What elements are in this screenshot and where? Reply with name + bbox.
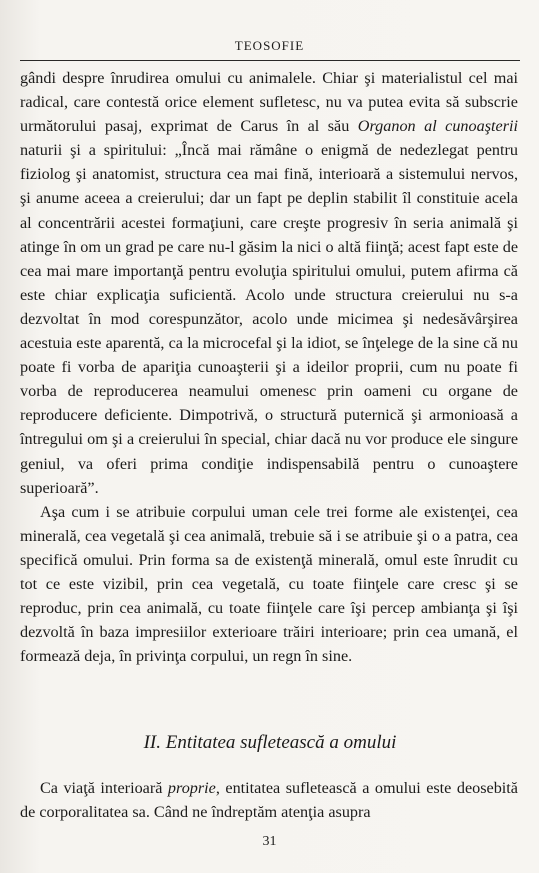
section-part-c: , entitatea sufletească a omului este deosebită de corporalitatea sa. Când ne îndreptăm atenţia asupra [20,779,518,822]
paragraph-1 [20,66,518,500]
page-number: 31 [262,834,277,849]
header-rule [20,60,520,61]
section-paragraph [20,776,518,824]
paragraph-2: Aşa cum i se atribuie corpului uman cele trei forme ale existenţei, cea minerală, cea vegetală şi cea animală, trebuie să i se atribuie şi o a patra, cea specifică omului. Prin forma sa de existenţă minerală, omul este înrudit cu tot ce este vizibil, prin cea vegetală, cu toate fiinţele care cresc şi se reproduc, prin cea animală, cu toate fiinţele care îşi percep ambianţa şi îşi dezvoltă în baza impresiilor exterioare trăiri interioare; prin cea umană, el formează deja, în privinţa corpului, un regn în sine. [20,502,518,666]
section-part-a: Ca viaţă interioară [40,779,168,797]
body-text [20,66,518,668]
paragraph-1-part-c: naturii şi a spiritului: „Încă mai rămâne o enigmă de nedezlegat pentru fiziolog şi anatomist, structura cea mai fină, interioară a sistemului nervos, şi anume aceea a creierului; dar un fapt pe deplin stabilit îl constituie acela al concentrării acestei formaţiuni, care creşte progresiv în seria animală şi atinge în om un grad pe care nu-l găsim la nici o altă fiinţă; acest fapt este de cea mai mare importanţă pentru evoluţia spiritului omului, putem afirma că este chiar explicaţia suficientă. Acolo unde structura creierului nu s-a dezvoltat în mod corespunzător, acolo unde micimea şi nedesăvârşirea acestuia este aparentă, ca la microcefal şi la idiot, se înţelege de la sine că nu poate fi vorba de apariţia cunoaşterii şi a ideilor proprii, cum nu poate fi vorba de reproducerea neamului omenesc prin oameni cu organe de reproducere deficiente. Dimpotrivă, o structură puternică şi armonioasă a întregului om şi a creierului în special, chiar dacă nu vor produce ele singure geniul, va oferi prima condiţie indispensabilă pentru o cunoaştere superioară”. [20,141,518,497]
emphasis-italic: proprie [167,779,216,797]
paragraph-1-part-a: gândi despre înrudirea omului cu animalele. Chiar şi materialistul cel mai radical, care contestă orice element sufletesc, nu va putea evita să subscrie următorului pasaj, exprimat de Carus în al său [20,69,518,136]
section-heading: II. Entitatea sufletească a omului [143,732,397,753]
running-header: TEOSOFIE [234,38,305,53]
book-title-italic: Organon al cunoaşterii [357,117,518,136]
